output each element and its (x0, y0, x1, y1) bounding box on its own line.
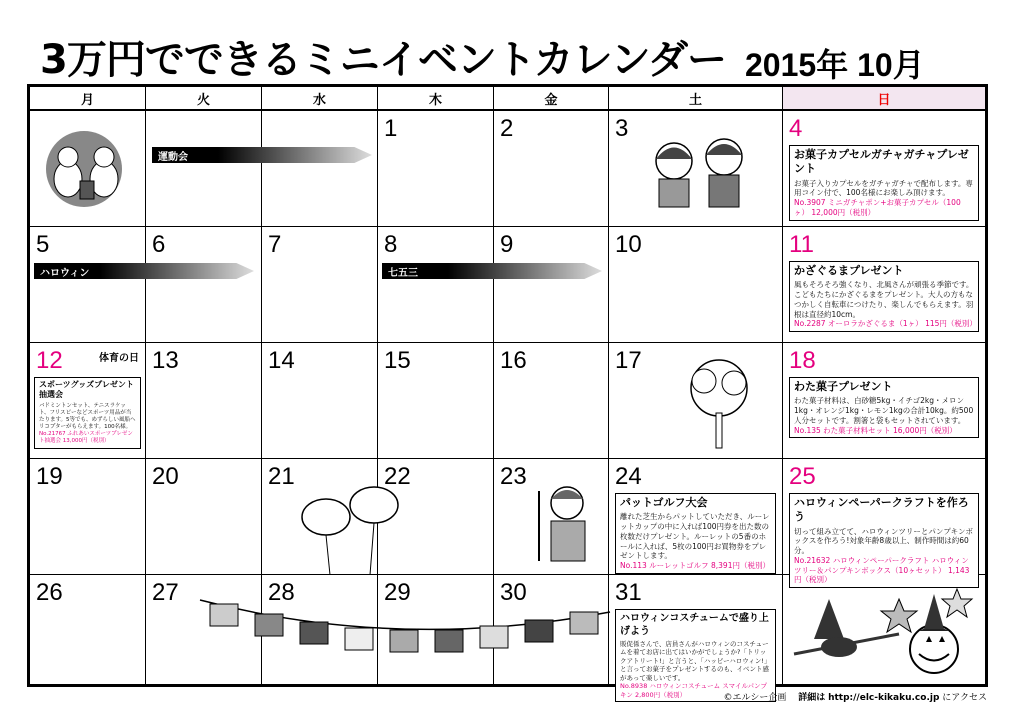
cell-day-25 (783, 459, 985, 585)
event-box (615, 493, 776, 574)
day-number: 6 (152, 231, 166, 258)
cell-day-7 (262, 227, 378, 343)
day-number: 21 (268, 463, 295, 490)
cell-day-14 (262, 343, 378, 459)
day-number: 27 (152, 579, 179, 606)
title-year-month: 2015年 10月 (745, 47, 925, 83)
event-title: ハロウィンコスチュームで盛り上げよう (620, 613, 769, 637)
event-title: お菓子カプセルガチャガチャプレゼント (794, 148, 969, 176)
event-bar-shichigosan: 七五三 (382, 263, 602, 279)
event-title: わた菓子プレゼント (794, 380, 893, 393)
day-number: 3 (615, 115, 629, 142)
footer: ©エルシー企画 詳細は http://elc-kikaku.co.jp にアクセス (723, 693, 987, 703)
weekday-fri: 金 (494, 87, 609, 111)
cell-empty-tue (146, 111, 262, 227)
day-number: 9 (500, 231, 514, 258)
cell-day-15 (378, 343, 494, 459)
day-number: 10 (615, 231, 642, 258)
cell-day-8 (378, 227, 494, 343)
event-product: No.21632 ハロウィンペーパークラフト ハロウィンツリー＆パンプキンボックス（10ヶセット） 1,143円（税別） (794, 555, 970, 585)
event-box (34, 377, 141, 449)
cell-day-20 (146, 459, 262, 575)
event-box (789, 261, 979, 332)
day-number: 4 (789, 115, 803, 142)
event-bar-sports-day: 運動会 (152, 147, 372, 163)
cell-empty-mon (30, 111, 146, 227)
day-number: 17 (615, 347, 642, 374)
day-number: 13 (152, 347, 179, 374)
cell-day-4 (783, 111, 985, 227)
cell-day-13 (146, 343, 262, 459)
cell-day-10 (609, 227, 783, 343)
cell-day-31 (609, 575, 783, 699)
day-number: 12 (36, 347, 63, 374)
event-box (789, 377, 979, 438)
event-product: No.2287 オーロラかざぐるま（1ヶ） 115円（税別） (794, 319, 977, 329)
weekday-sat: 土 (609, 87, 783, 111)
weekday-wed: 水 (262, 87, 378, 111)
day-number: 19 (36, 463, 63, 490)
event-box (615, 609, 776, 702)
cell-day-11 (783, 227, 985, 343)
cotton-candy-illustration (679, 353, 759, 453)
event-desc: 風もそろそろ強くなり、北風さんが頑張る季節です。こどもたちにかざぐるまをプレゼント。大人の方もなつかしく自転車につけたり、楽しんでもらえます。羽根は直径約10cm。 (794, 280, 974, 319)
day-number: 8 (384, 231, 398, 258)
day-number: 16 (500, 347, 527, 374)
event-product: No.21767 ふれあいスポーツプレゼント抽選会 13,000円（税別） (39, 431, 133, 445)
cell-day-26 (30, 575, 146, 684)
event-title: ハロウィンペーパークラフトを作ろう (794, 496, 969, 524)
event-title: パットゴルフ大会 (620, 496, 708, 509)
cell-day-6 (146, 227, 262, 343)
cell-day-3 (609, 111, 783, 227)
event-title: スポーツグッズプレゼント抽選会 (39, 380, 134, 400)
event-product: No.8938 ハロウィンコスチューム スマイルパンプキン 2,800円（税別） (620, 682, 768, 699)
day-number: 31 (615, 579, 642, 606)
cell-day-12 (30, 343, 146, 459)
cell-day-24 (609, 459, 783, 575)
day-number: 5 (36, 231, 50, 258)
cell-empty-wed (262, 111, 378, 227)
cell-day-18 (783, 343, 985, 459)
event-product: No.113 ルーレットゴルフ 8,391円（税別） (620, 561, 770, 571)
cell-day-23 (494, 459, 609, 575)
event-desc: わた菓子材料は、白砂糖5kg・イチゴ2kg・メロン1kg・オレンジ1kg・レモン1kgの合計10kg。約500人分セットです。割箸と袋もセットされています。 (794, 396, 974, 425)
event-product: No.135 わた菓子材料セット 16,000円（税別） (794, 425, 957, 435)
weekday-thu: 木 (378, 87, 494, 111)
event-product: No.3907 ミニガチャポン+お菓子カプセル（100ヶ） 12,000円（税別） (794, 198, 961, 217)
day-number: 2 (500, 115, 514, 142)
day-number: 14 (268, 347, 295, 374)
day-number: 7 (268, 231, 282, 258)
cell-day-2 (494, 111, 609, 227)
day-number: 22 (384, 463, 411, 490)
day-number: 28 (268, 579, 295, 606)
day-number: 11 (789, 231, 814, 258)
event-title: かざぐるまプレゼント (794, 264, 904, 277)
weekday-tue: 火 (146, 87, 262, 111)
cell-empty-sun (783, 575, 985, 684)
flag-bunting-illustration (200, 592, 620, 672)
event-desc: 販促係さんで、店員さんがハロウィンのコスチュームを着てお店に出てはいかがでしょうか?「トリックアトリート!」と言うと、「ハッピーハロウィン!」と言ってお菓子をプレゼントするのも、イベント感があって楽しいです。 (620, 640, 771, 682)
day-number: 24 (615, 463, 642, 490)
weekday-mon: 月 (30, 87, 146, 111)
balloons-illustration (298, 487, 418, 577)
rabbit-mochi-illustration (38, 119, 138, 219)
event-desc: バドミントンセット、テニスラケット、フリスビーなどスポーツ用品が当たります。5等でも、めずらしい風船ヘリコプターがもらえます。100名様。 (39, 402, 136, 431)
holiday-label: 体育の日 (99, 353, 139, 364)
day-number: 20 (152, 463, 179, 490)
children-illustration (639, 131, 759, 211)
event-box (789, 145, 979, 221)
cell-day-16 (494, 343, 609, 459)
halloween-witch-illustration (789, 579, 979, 679)
cell-day-9 (494, 227, 609, 343)
day-number: 18 (789, 347, 816, 374)
cell-day-19 (30, 459, 146, 575)
cell-day-5 (30, 227, 146, 343)
footer-url-link[interactable]: http://elc-kikaku.co.jp (828, 693, 940, 703)
event-desc: お菓子入りカプセルをガチャガチャで配布します。専用コイン付で、100名様にお楽しみ頂けます。 (794, 178, 973, 198)
day-number: 26 (36, 579, 63, 606)
day-number: 30 (500, 579, 527, 606)
weekday-sun: 日 (783, 87, 985, 111)
event-desc: 離れた芝生からパットしていただき、ルーレットカップの中に入れば100円券を出た数の枚数だけプレゼント。ルーレットの5番のホールに入れば、5枚の100円お買物券をプレゼントします。 (620, 512, 770, 561)
page-title: 3万円でできるミニイベントカレンダー (40, 37, 727, 83)
day-number: 25 (789, 463, 816, 490)
day-number: 23 (500, 463, 527, 490)
golfer-illustration (529, 481, 599, 571)
cell-day-1 (378, 111, 494, 227)
event-desc: 切って組み立てて、ハロウィンツリーとパンプキンボックスを作ろう!対象年齢8歳以上、制作時間は約60分。 (794, 526, 974, 556)
day-number: 29 (384, 579, 411, 606)
day-number: 15 (384, 347, 411, 374)
event-bar-halloween: ハロウィン (34, 263, 254, 279)
day-number: 1 (384, 115, 398, 142)
event-box (789, 493, 979, 588)
cell-day-17 (609, 343, 783, 459)
